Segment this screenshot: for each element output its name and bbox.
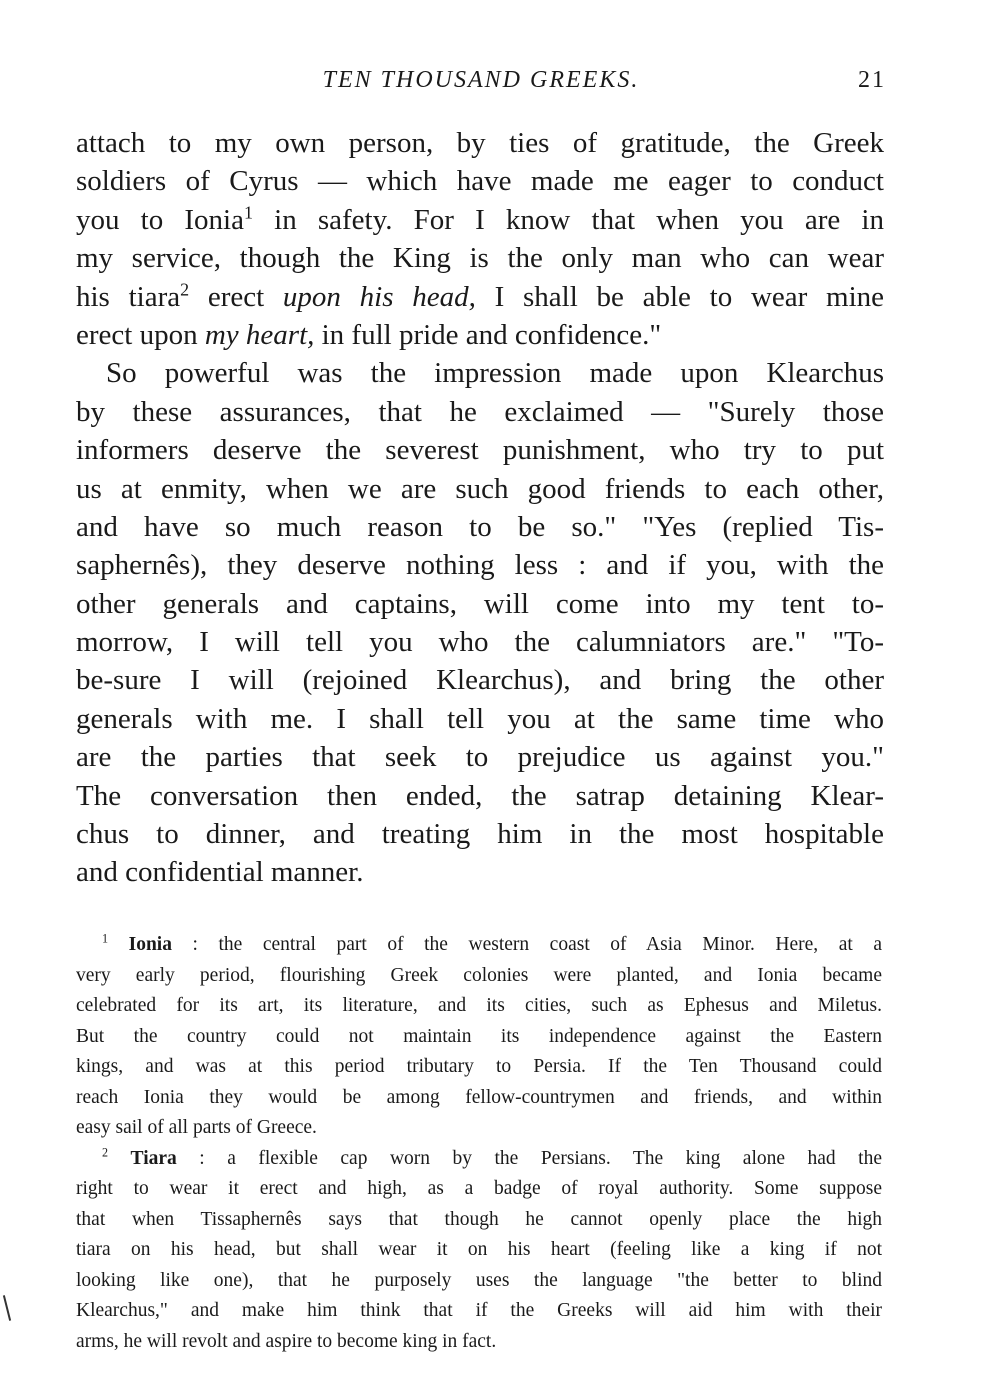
body-line: generals with me. I shall tell you at the same time who [76,702,884,735]
body-line: his tiara$^2$ erect upon his head, I shall be able to wear mine [76,278,885,313]
body-text [76,124,884,892]
body-line: morrow, I will tell you who the calumniators are." "To- [76,626,884,659]
footnote-term: Ionia [128,934,172,955]
footnote-line: arms, he will revolt and aspire to become king in fact. [76,1330,497,1352]
body-line: So powerful was the impression made upon Klearchus [106,357,884,390]
footnote-line: tiara on his head, but shall wear it on his heart (feeling like a king if not [76,1239,882,1260]
footnote-line: very early period, flourishing Greek colonies were planted, and Ionia became [76,964,882,986]
body-line: erect upon my heart, in full pride and confidence." [76,318,662,351]
body-line: chus to dinner, and treating him in the most hospitable [76,818,884,851]
footnote-line: $^2$ Tiara : a flexible cap worn by the Persians. The king alone had the [102,1145,883,1169]
body-line: saphernês), they deserve nothing less : and if you, with the [76,549,884,582]
body-line: and have so much reason to be so." "Yes (replied Tis- [76,510,884,543]
footnote-line: celebrated for its art, its literature, and its cities, such as Ephesus and Miletus. [76,995,882,1016]
body-line: my service, though the King is the only man who can wear [76,242,884,275]
body-line: The conversation then ended, the satrap detaining Klear- [76,779,884,812]
footnote-ref-2[interactable]: 2 [180,278,190,299]
footnote-2 [76,1144,882,1358]
running-title: TEN THOUSAND GREEKS. [322,67,640,93]
body-line: us at enmity, when we are such good friends to each other, [76,472,884,505]
margin-scan-mark [3,1295,11,1321]
footnote-line: kings, and was at this period tributary to Persia. If the Ten Thousand could [76,1056,882,1077]
body-line: informers deserve the severest punishment, who try to put [76,434,884,467]
running-head [76,64,886,96]
footnote-line: that when Tissaphernês says that though he cannot openly place the high [76,1208,882,1230]
page-number: 21 [858,67,886,93]
footnote-line: right to wear it erect and high, as a badge of royal authority. Some suppose [76,1178,882,1199]
body-line: you to Ionia$^1$ in safety. For I know that when you are in [76,202,884,236]
footnote-line: easy sail of all parts of Greece. [76,1117,317,1138]
footnote-line: But the country could not maintain its independence against the Eastern [76,1025,882,1047]
body-line: be-sure I will (rejoined Klearchus), and bring the other [76,664,884,697]
body-line: soldiers of Cyrus — which have made me eager to conduct [76,165,884,198]
body-line: attach to my own person, by ties of gratitude, the Greek [76,127,884,159]
body-line: and confidential manner. [76,856,364,889]
footnote-1 [76,930,882,1144]
footnote-line: Klearchus," and make him think that if the Greeks will aid him with their [76,1300,882,1321]
body-line: other generals and captains, will come into my tent to- [76,587,884,620]
footnote-line: reach Ionia they would be among fellow-countrymen and friends, and within [76,1086,882,1108]
footnote-term: Tiara [130,1147,177,1169]
footnote-line: $^1$ Ionia : the central part of the western coast of Asia Minor. Here, at a [102,931,883,955]
footnote-ref-1[interactable]: 1 [243,202,253,223]
body-line: by these assurances, that he exclaimed — "Surely those [76,395,884,428]
footnote-marker: 2 [102,1145,109,1159]
footnote-line: looking like one), that he purposely uses the language "the better to blind [76,1269,882,1291]
footnote-marker: 1 [102,931,109,946]
body-line: are the parties that seek to prejudice us against you." [76,741,884,774]
footnotes [76,930,882,1357]
